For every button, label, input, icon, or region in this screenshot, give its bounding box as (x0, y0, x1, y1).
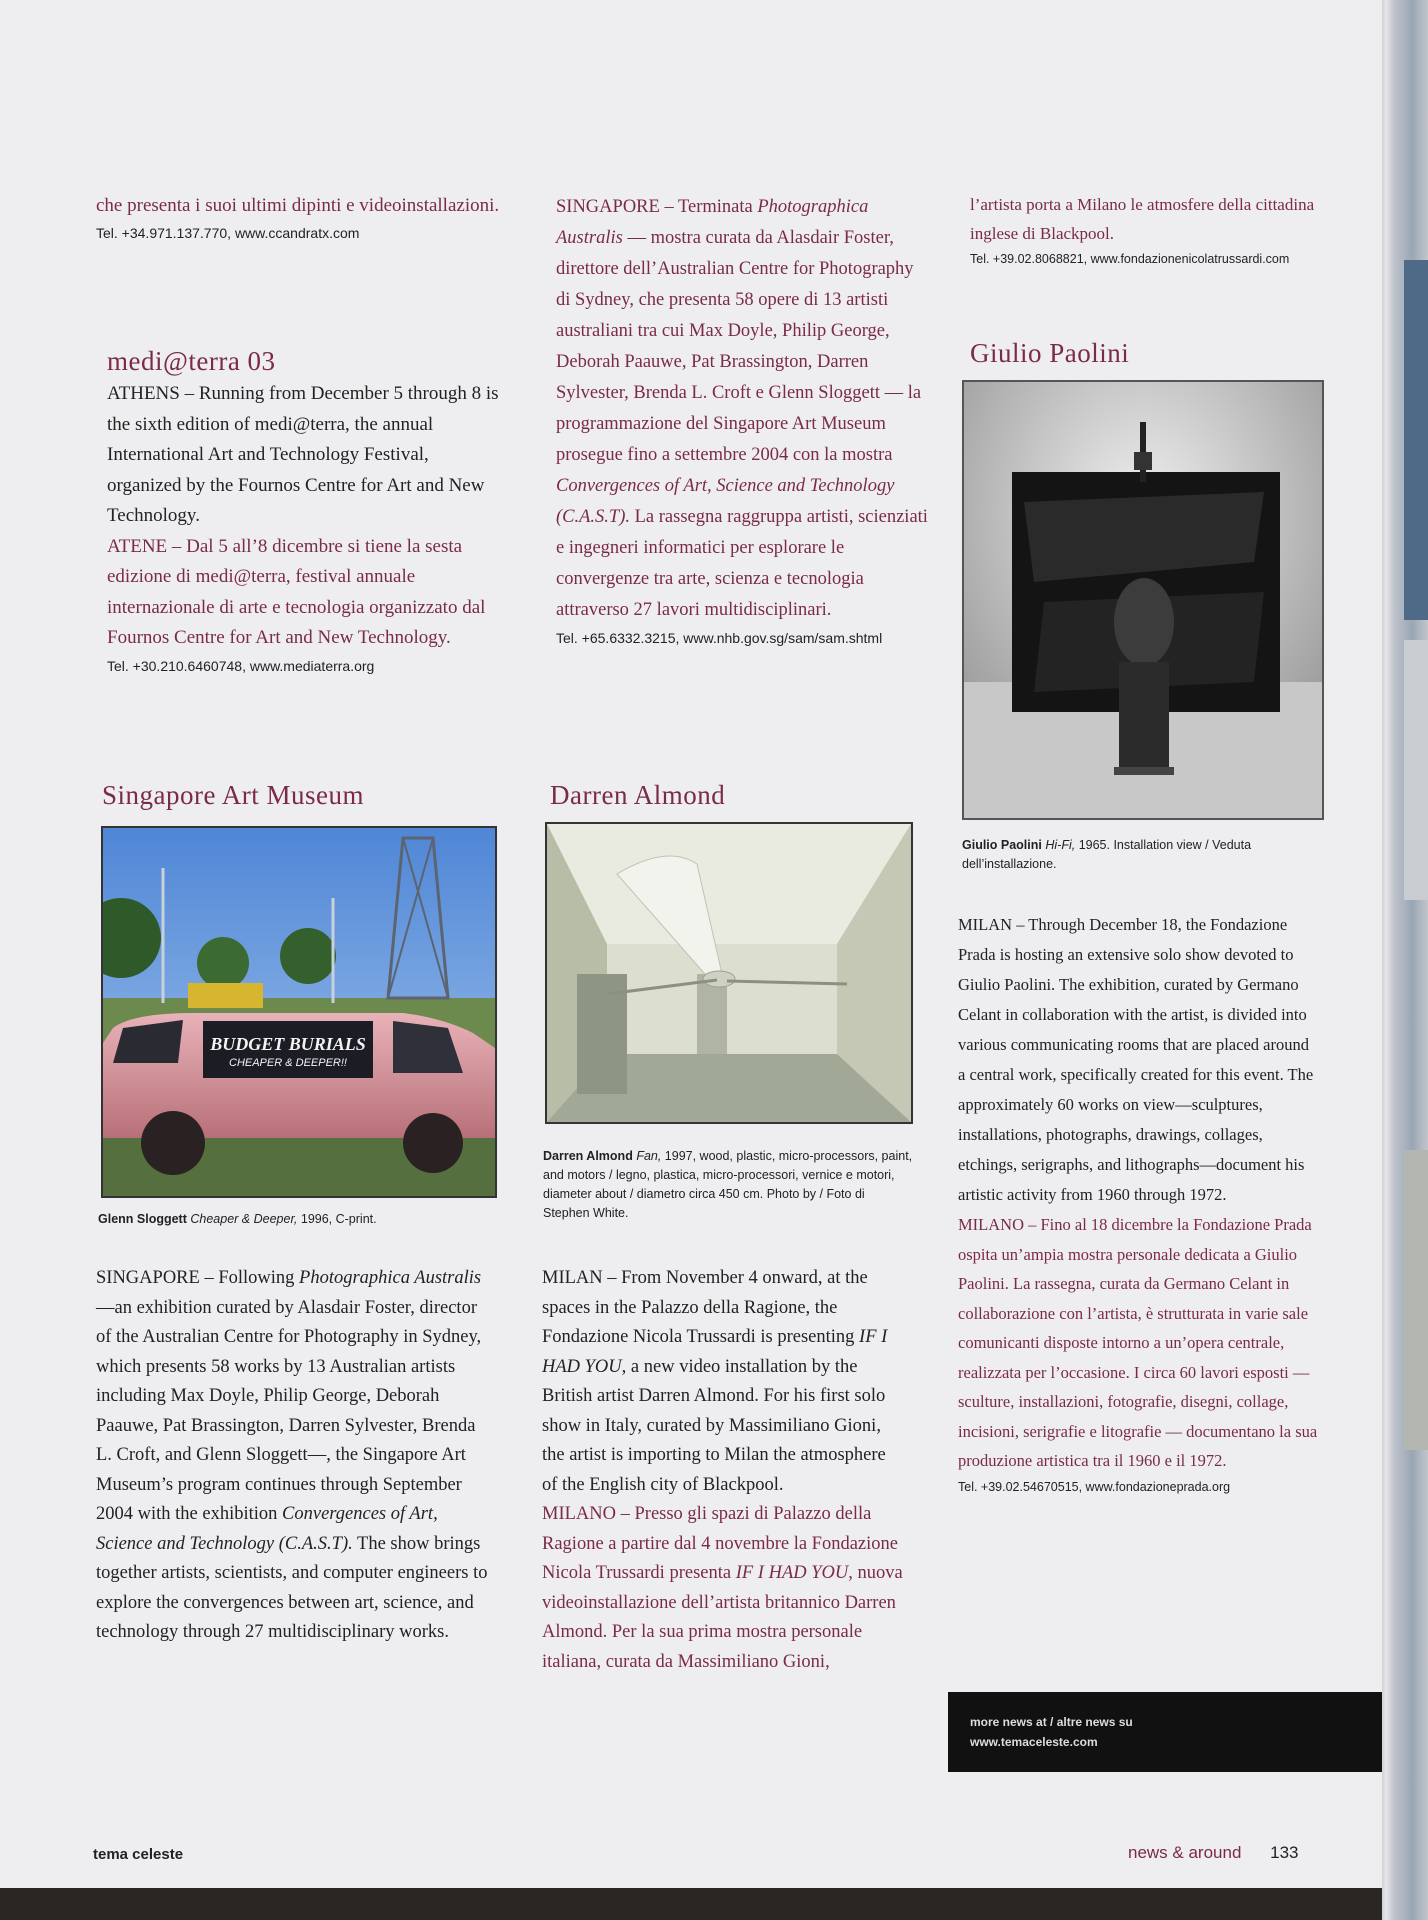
sam-english-text (96, 1264, 492, 1648)
sam-it-part2: — mostra curata da Alasdair Foster, direttore dell’Australian Centre for Photography di Sydney, che presenta 58 opere di 13 artisti australiani tra cui Max Doyle, Philip George, Deborah Paauwe, Pat Brassington, Darren Sylvester, Brenda L. Croft e Glenn Sloggett — la programmazione del Singapore Art Museum prosegue fino a settembre 2004 con la mostra (556, 228, 922, 465)
almond-en-part2: a new video installation by the British artist Darren Almond. For his first solo show in Italy, curated by Massimiliano Gioni, the artist is importing to Milan the atmosphere of the English city of Blackpool. (542, 1356, 886, 1495)
sam-photo-image (103, 828, 495, 1196)
sam-it-part3: La rassegna raggruppa artisti, scienziati e ingegneri informatici per esplorare le convergenze tra arte, scienza e tecnologia attraverso 27 lavori multidisciplinari. (556, 507, 928, 620)
mediaterra-italian: ATENE – Dal 5 all’8 dicembre si tiene la sesta edizione di medi@terra, festival annuale internazionale di arte e tecnologia organizzato dal Fournos Centre for Art and New Technology. (107, 535, 486, 648)
paolini-italian-text: MILANO – Fino al 18 dicembre la Fondazione Prada ospita un’ampia mostra personale dedicata a Giulio Paolini. La rassegna, curata da Germano Celant in collaborazione con l’artista, è strutturata in varie sale comunicanti disposte intorno a un’opera centrale, realizzata per l’occasione. I circa 60 lavori esposti — sculture, installazioni, fotografie, disegni, collage, incisioni, serigrafie e litografie — documentano la sua produzione artistica tra il 1960 e il 1972. (958, 1215, 1318, 1470)
sam-en-part3: The show brings together artists, scientists, and computer engineers to explore the convergences between art, science, and technology through 27 multidisciplinary works. (96, 1533, 488, 1642)
paolini-english-text: MILAN – Through December 18, the Fondazione Prada is hosting an extensive solo show devoted to Giulio Paolini. The exhibition, curated by Germano Celant in collaboration with the artist, is divided into various communicating rooms that are placed around a central work, specifically created for this event. The approximately 60 works on view—sculptures, installations, photographs, drawings, collages, etchings, serigraphs, and lithographs—document his artistic activity from 1960 through 1972. (958, 915, 1314, 1204)
mediaterra-tel: Tel. +30.210.6460748, www.mediaterra.org (107, 657, 375, 674)
almond-article (542, 1264, 904, 1677)
more-news-link[interactable]: www.temaceleste.com (970, 1735, 1098, 1749)
paolini-caption-work: Hi-Fi, (1045, 838, 1076, 852)
almond-italian-continued: l’artista porta a Milano le atmosfere della cittadina inglese di Blackpool. (970, 195, 1315, 243)
sam-en-part2: —an exhibition curated by Alasdair Foster, director of the Australian Centre for Photography in Sydney, which presents 58 works by 13 Australian artists including Max Doyle, Philip George, Deborah Paauwe, Pat Brassington, Darren Sylvester, Brenda L. Croft, and Glenn Sloggett—, the Singapore Art Museum’s program continues through September 2004 with the exhibition (96, 1297, 482, 1524)
facing-page-edge (1382, 0, 1428, 1920)
mediaterra-english: ATHENS – Running from December 5 through 8 is the sixth edition of medi@terra, the annual International Art and Technology Festival, organized by the Fournos Centre for Art and New Technology. (107, 383, 499, 526)
almond-tel: Tel. +39.02.8068821, www.fondazionenicolatrussardi.com (970, 252, 1290, 266)
sam-caption-artist: Glenn Sloggett (98, 1212, 187, 1226)
mediaterra-title: medi@terra 03 (107, 346, 276, 376)
paolini-caption-artist: Giulio Paolini (962, 838, 1042, 852)
almond-en-italic: IF I HAD YOU, (542, 1327, 888, 1377)
footer-page-number: 133 (1270, 1843, 1299, 1862)
paolini-title: Giulio Paolini (970, 338, 1130, 368)
almond-caption-work: Fan, (636, 1149, 662, 1163)
intro-tel: Tel. +34.971.137.770, www.ccandratx.com (96, 225, 360, 241)
almond-caption (543, 1147, 913, 1223)
almond-continuation (970, 190, 1330, 266)
almond-photo-image (547, 824, 911, 1122)
sam-en-italic2: Convergences of Art, Science and Technology (C.A.S.T). (96, 1504, 438, 1554)
sam-photo-sign-line2: CHEAPER & DEEPER!! (229, 1057, 347, 1069)
paolini-caption-rest: 1965. Installation view / Veduta dell’installazione. (962, 838, 1252, 871)
sam-tel: Tel. +65.6332.3215, www.nhb.gov.sg/sam/sam.shtml (556, 630, 883, 646)
paolini-tel: Tel. +39.02.54670515, www.fondazioneprada.org (958, 1479, 1231, 1494)
paolini-photo (962, 380, 1324, 820)
intro-italian: che presenta i suoi ultimi dipinti e videoinstallazioni. (96, 195, 500, 216)
sam-photo-sign-line1: BUDGET BURIALS (210, 1034, 366, 1054)
sam-caption-work: Cheaper & Deeper, (190, 1212, 298, 1226)
sam-italian-article (556, 192, 931, 646)
almond-italian-text (542, 1500, 904, 1677)
sam-en-part1: SINGAPORE – Following (96, 1268, 300, 1288)
sam-italian-text (556, 192, 931, 626)
footer-section (1128, 1843, 1299, 1863)
column-1 (96, 190, 500, 241)
almond-photo (545, 822, 913, 1124)
paolini-caption (962, 836, 1322, 874)
almond-title: Darren Almond (550, 780, 726, 810)
almond-it-part1: MILANO – Presso gli spazi di Palazzo della Ragione a partire dal 4 novembre la Fondazione Nicola Trussardi presenta (542, 1504, 898, 1583)
almond-caption-rest: 1997, wood, plastic, micro-processors, paint, and motors / legno, plastica, micro-processori, vernice e motori, diameter about / diametro circa 450 cm. Photo by / Foto di Stephen White. (543, 1149, 913, 1220)
edge-image-strip (1404, 640, 1428, 900)
sam-caption-rest: 1996, C-print. (297, 1212, 377, 1226)
paolini-photo-image (964, 382, 1322, 818)
sam-en-italic1: Photographica Australis (299, 1268, 482, 1288)
sam-caption (98, 1210, 498, 1229)
almond-it-italic: IF I HAD YOU, (735, 1563, 853, 1583)
edge-image-strip (1404, 260, 1428, 620)
paolini-article (958, 910, 1320, 1494)
almond-caption-artist: Darren Almond (543, 1149, 633, 1163)
sam-title: Singapore Art Museum (102, 780, 364, 810)
more-news-label: more news at / altre news su (970, 1715, 1133, 1729)
almond-english-text (542, 1264, 904, 1500)
sam-it-italic2: Convergences of Art, Science and Technology (C.A.S.T). (556, 476, 895, 527)
almond-en-part1: MILAN – From November 4 onward, at the spaces in the Palazzo della Ragione, the Fondazione Nicola Trussardi is presenting (542, 1268, 868, 1347)
footer-section-label: news & around (1128, 1843, 1242, 1862)
sam-it-part1: SINGAPORE – Terminata (556, 197, 758, 217)
edge-image-strip (1404, 1150, 1428, 1450)
sam-it-italic1: Photographica Australis (556, 197, 869, 248)
sam-english-article (96, 1264, 492, 1648)
footer-magazine-name: tema celeste (93, 1846, 184, 1863)
more-news-box (948, 1692, 1382, 1772)
almond-it-part2: nuova videoinstallazione dell’artista britannico Darren Almond. Per la sua prima mostra personale italiana, curata da Massimiliano Gioni, (542, 1563, 903, 1672)
sam-photo (101, 826, 497, 1198)
mediaterra-article (107, 346, 507, 674)
